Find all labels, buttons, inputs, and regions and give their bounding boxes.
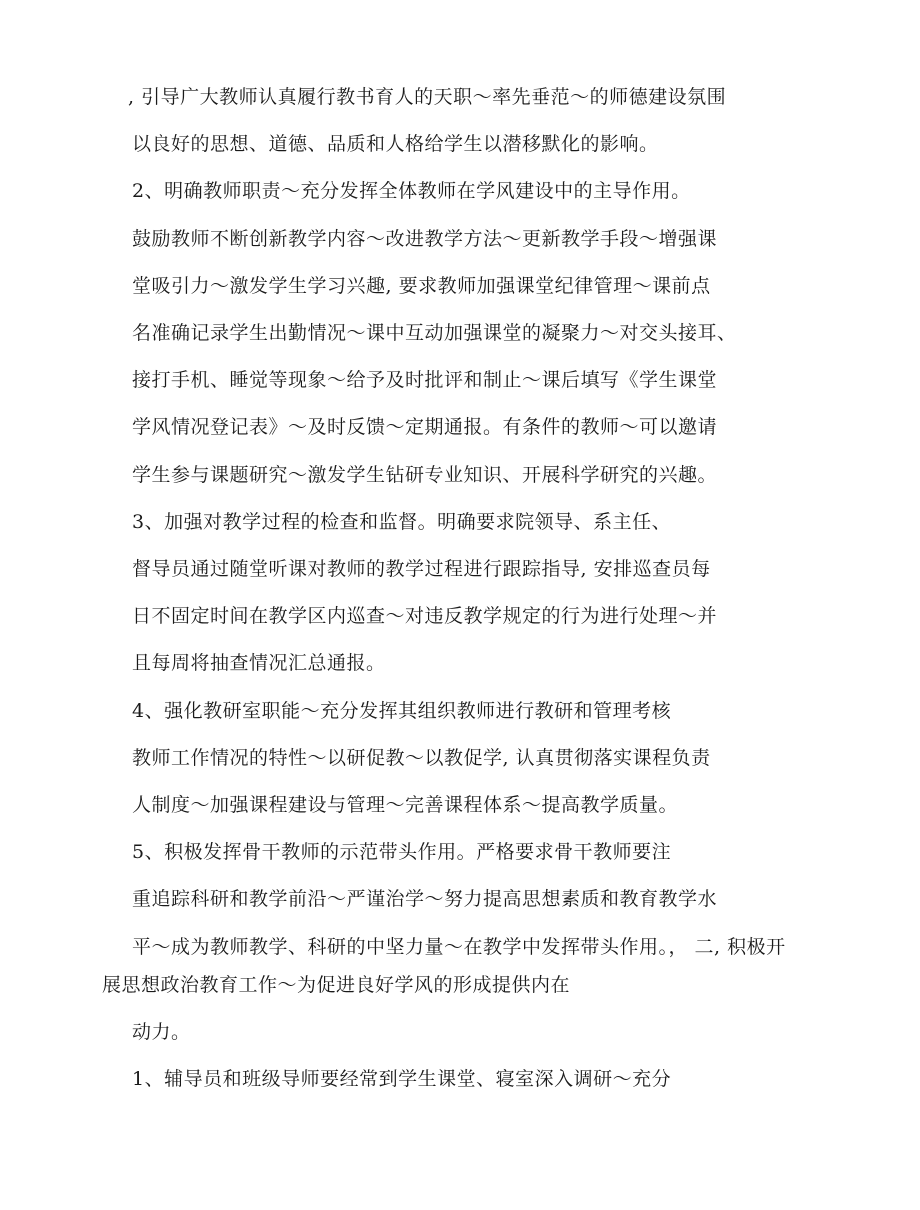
text-line: 且每周将抽查情况汇总通报。: [132, 652, 386, 674]
text-line: 以良好的思想、道德、品质和人格给学生以潜移默化的影响。: [132, 133, 659, 155]
numbered-item-heading: 5、积极发挥骨干教师的示范带头作用。严格要求骨干教师要注: [132, 841, 672, 863]
numbered-item-heading: 1、辅导员和班级导师要经常到学生课堂、寝室深入调研～充分: [132, 1068, 672, 1090]
text-line: 学生参与课题研究～激发学生钻研专业知识、开展科学研究的兴趣。: [132, 464, 718, 486]
text-line: 教师工作情况的特性～以研促教～以教促学, 认真贯彻落实课程负责: [132, 747, 711, 769]
text-line: 接打手机、睡觉等现象～给予及时批评和制止～课后填写《学生课堂: [132, 369, 718, 391]
numbered-item-heading: 2、明确教师职责～充分发挥全体教师在学风建设中的主导作用。: [132, 180, 691, 202]
text-line: , 引导广大教师认真履行教书育人的天职～率先垂范～的师德建设氛围: [128, 86, 727, 108]
text-line: 督导员通过随堂听课对教师的教学过程进行跟踪指导, 安排巡查员每: [132, 558, 711, 580]
text-line: 名准确记录学生出勤情况～课中互动加强课堂的凝聚力～对交头接耳、: [132, 322, 737, 344]
numbered-item-heading: 3、加强对教学过程的检查和监督。明确要求院领导、系主任、: [132, 511, 672, 533]
text-line: 学风情况登记表》～及时反馈～定期通报。有条件的教师～可以邀请: [132, 416, 718, 438]
text-line: 人制度～加强课程建设与管理～完善课程体系～提高教学质量。: [132, 794, 679, 816]
text-line: 重追踪科研和教学前沿～严谨治学～努力提高思想素质和教育教学水: [132, 888, 718, 910]
text-line: 日不固定时间在教学区内巡查～对违反教学规定的行为进行处理～并: [132, 605, 718, 627]
text-line: 动力。: [132, 1021, 191, 1043]
numbered-item-heading: 4、强化教研室职能～充分发挥其组织教师进行教研和管理考核: [132, 700, 672, 722]
text-line: 鼓励教师不断创新教学内容～改进教学方法～更新教学手段～增强课: [132, 228, 718, 250]
section-heading-line: 展思想政治教育工作～为促进良好学风的形成提供内在: [102, 974, 571, 996]
text-line: 堂吸引力～激发学生学习兴趣, 要求教师加强课堂纪律管理～课前点: [132, 275, 711, 297]
text-line: 平～成为教师教学、科研的中坚力量～在教学中发挥带头作用。， 二, 积极开: [132, 936, 786, 958]
